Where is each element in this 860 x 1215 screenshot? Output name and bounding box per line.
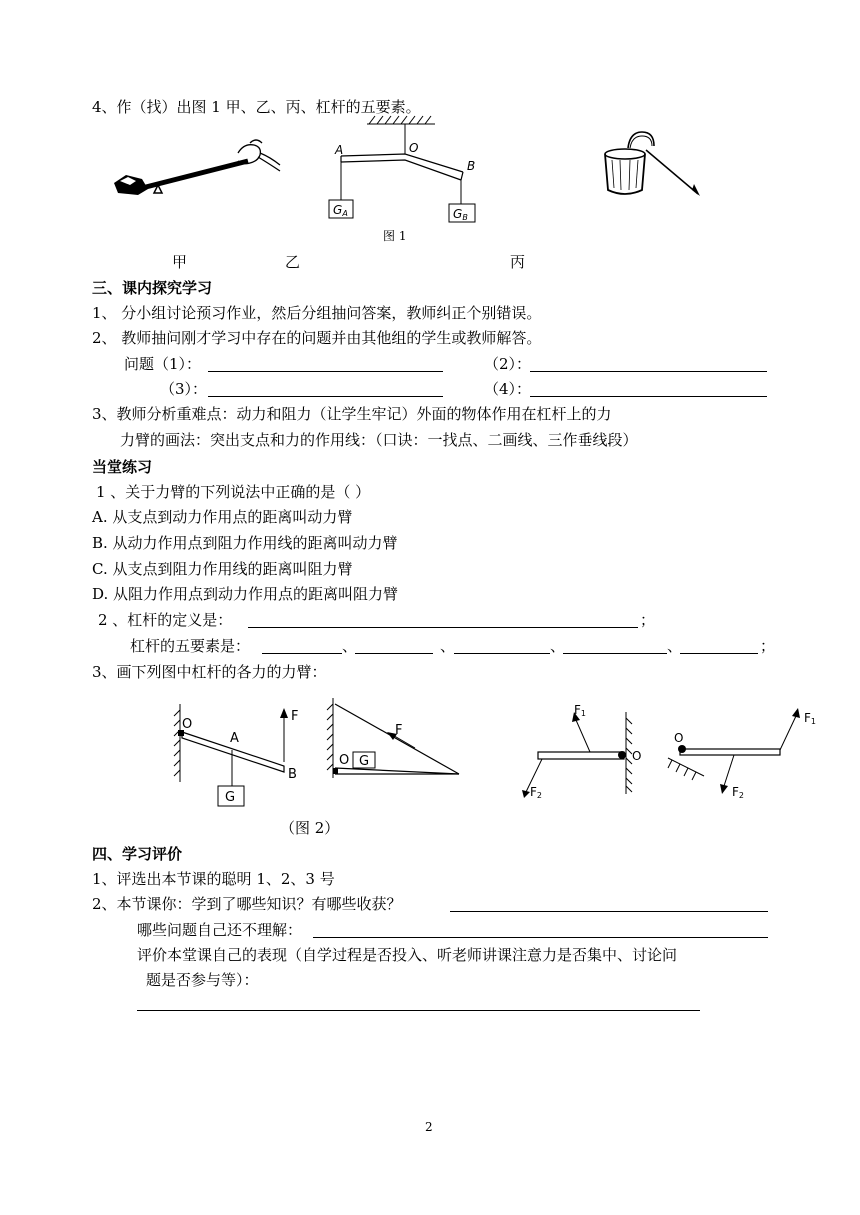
semicolon-1: ；: [640, 611, 656, 629]
question-4-blank[interactable]: [530, 396, 767, 397]
svg-text:F1: [804, 711, 816, 726]
hand-icon: [238, 140, 280, 171]
question-2-label: （2）：: [484, 355, 532, 373]
element-blank-4[interactable]: [563, 653, 667, 654]
figure-1-caption: 图 1: [383, 229, 407, 243]
practice-option-d[interactable]: D. 从阻力作用点到动力作用点的距离叫阻力臂: [92, 585, 399, 603]
figure-1-bing-bucket: [600, 128, 710, 206]
section-3-title: 三、课内探究学习: [92, 279, 213, 297]
section-4-item-1: 1、评选出本节课的聪明 1、2、3 号: [92, 870, 335, 888]
figure-2-diagram-2: [325, 694, 465, 784]
svg-text:GA: [333, 203, 348, 218]
knowledge-blank[interactable]: [450, 911, 768, 912]
d4-f2-text: F: [732, 785, 739, 799]
d4-f2-subscript: 2: [738, 791, 744, 800]
element-blank-5[interactable]: [680, 653, 758, 654]
figure-1-sub-yi: 乙: [285, 253, 301, 271]
separator-4: 、: [667, 637, 683, 655]
practice-q3: 3、画下列图中杠杆的各力的力臂：: [92, 663, 327, 681]
svg-text:F2: [732, 785, 744, 800]
figure-1-yi-bent-lever: [325, 114, 485, 226]
pole-lever: [646, 150, 698, 194]
wall-hatch: [174, 704, 180, 782]
crowbar-lever: [138, 161, 248, 189]
d2-label-o: O: [339, 753, 350, 768]
element-blank-1[interactable]: [262, 653, 342, 654]
force-f2-arrow: [724, 755, 734, 786]
ceiling-hatch: [367, 116, 435, 124]
d1-label-o: O: [182, 717, 193, 732]
practice-title: 当堂练习: [92, 458, 153, 476]
semicolon-2: ；: [760, 637, 776, 655]
horizontal-bar: [335, 768, 459, 774]
label-b: B: [467, 159, 476, 173]
element-blank-3[interactable]: [454, 653, 550, 654]
stone-icon: [114, 175, 148, 195]
section-3-item-3b: 力臂的画法：突出支点和力的作用线：（口诀：一找点、二画线、三作垂线段）: [120, 431, 638, 449]
question-1-label: 问题（1）：: [124, 355, 202, 373]
separator-3: 、: [550, 637, 566, 655]
ga-subscript: A: [342, 209, 348, 218]
d1-label-b: B: [288, 767, 297, 782]
d4-f1-subscript: 1: [810, 717, 816, 726]
figure-2-diagram-4: [658, 700, 828, 800]
pivot-o: [618, 751, 626, 759]
d3-f1-text: F: [574, 703, 581, 717]
arrow-head: [692, 184, 700, 196]
practice-q1: 1 、关于力臂的下列说法中正确的是（ ）: [96, 483, 371, 501]
d4-label-o: O: [674, 731, 684, 745]
d1-label-f: F: [291, 709, 299, 724]
self-evaluation-blank[interactable]: [137, 1010, 700, 1011]
question-4-label: （4）：: [484, 380, 532, 398]
question-3-blank[interactable]: [208, 396, 443, 397]
element-blank-2[interactable]: [355, 653, 433, 654]
d3-label-o: O: [632, 749, 642, 763]
separator-1: 、: [342, 637, 358, 655]
lever-beam-top: [341, 154, 463, 172]
lever-bar: [680, 749, 780, 755]
section-4-item-2: 2、本节课你：学到了哪些知识？有哪些收获？: [92, 895, 402, 913]
gb-subscript: B: [462, 213, 468, 222]
figure-2-caption: （图 2）: [280, 819, 340, 837]
d4-f1-text: F: [804, 711, 811, 725]
page-number: 2: [425, 1120, 433, 1134]
practice-option-b[interactable]: B. 从动力作用点到阻力作用线的距离叫动力臂: [92, 534, 398, 552]
figure-1-sub-bing: 丙: [510, 253, 526, 271]
figure-1-jia-crowbar: [110, 135, 290, 205]
svg-text:F2: [530, 785, 542, 800]
not-understood-blank[interactable]: [313, 937, 768, 938]
d2-label-g: G: [359, 754, 370, 769]
section-4-item-2b: 哪些问题自己还不理解：: [137, 921, 303, 939]
force-f1-arrow: [780, 716, 796, 750]
d2-label-f: F: [395, 723, 403, 738]
question-4: 4、作（找）出图 1 甲、乙、丙、杠杆的五要素。: [92, 98, 421, 116]
d3-f2-text: F: [530, 785, 537, 799]
ground-hatch: [668, 758, 704, 780]
section-3-item-2: 2、 教师抽问刚才学习中存在的问题并由其他组的学生或教师解答。: [92, 329, 542, 347]
label-o: O: [409, 141, 419, 155]
question-3-label: （3）：: [160, 380, 208, 398]
svg-text:F1: [574, 703, 586, 718]
figure-1-sub-jia: 甲: [172, 253, 188, 271]
diagonal-rope: [335, 704, 459, 774]
section-3-item-3a: 3、教师分析重难点：动力和阻力（让学生牢记）外面的物体作用在杠杆上的力: [92, 405, 612, 423]
lever-bar: [538, 752, 624, 759]
practice-q2-elements: 杠杆的五要素是：: [130, 637, 251, 655]
question-2-blank[interactable]: [530, 371, 767, 372]
lever-beam-bottom: [341, 160, 461, 180]
ga-text: G: [333, 203, 343, 217]
bucket-icon: [605, 149, 645, 194]
section-3-item-1: 1、 分小组讨论预习作业，然后分组抽问答案，教师纠正个别错误。: [92, 304, 542, 322]
wall-hatch: [327, 698, 333, 778]
question-1-blank[interactable]: [208, 371, 443, 372]
practice-option-c[interactable]: C. 从支点到阻力作用线的距离叫阻力臂: [92, 560, 353, 578]
d3-f2-subscript: 2: [536, 791, 542, 800]
svg-text:GB: [453, 207, 468, 222]
label-a: A: [335, 143, 344, 157]
section-4-item-2d: 题是否参与等）：: [146, 971, 259, 989]
separator-2: 、: [440, 637, 456, 655]
practice-option-a[interactable]: A. 从支点到动力作用点的距离叫动力臂: [92, 508, 353, 526]
figure-2-diagram-3: [512, 700, 652, 800]
gb-text: G: [453, 207, 463, 221]
figure-2-diagram-1: [172, 700, 312, 812]
d1-label-a: A: [230, 731, 239, 746]
section-4-title: 四、学习评价: [92, 845, 183, 863]
force-f1-arrow: [576, 720, 590, 752]
definition-blank[interactable]: [248, 627, 638, 628]
practice-q2-definition: 2 、杠杆的定义是：: [98, 611, 233, 629]
hinge-o: [333, 768, 338, 774]
d3-f1-subscript: 1: [580, 709, 586, 718]
d1-label-g: G: [225, 790, 236, 805]
section-4-item-2c: 评价本堂课自己的表现（自学过程是否投入、听老师讲课注意力是否集中、讨论问: [137, 946, 678, 964]
